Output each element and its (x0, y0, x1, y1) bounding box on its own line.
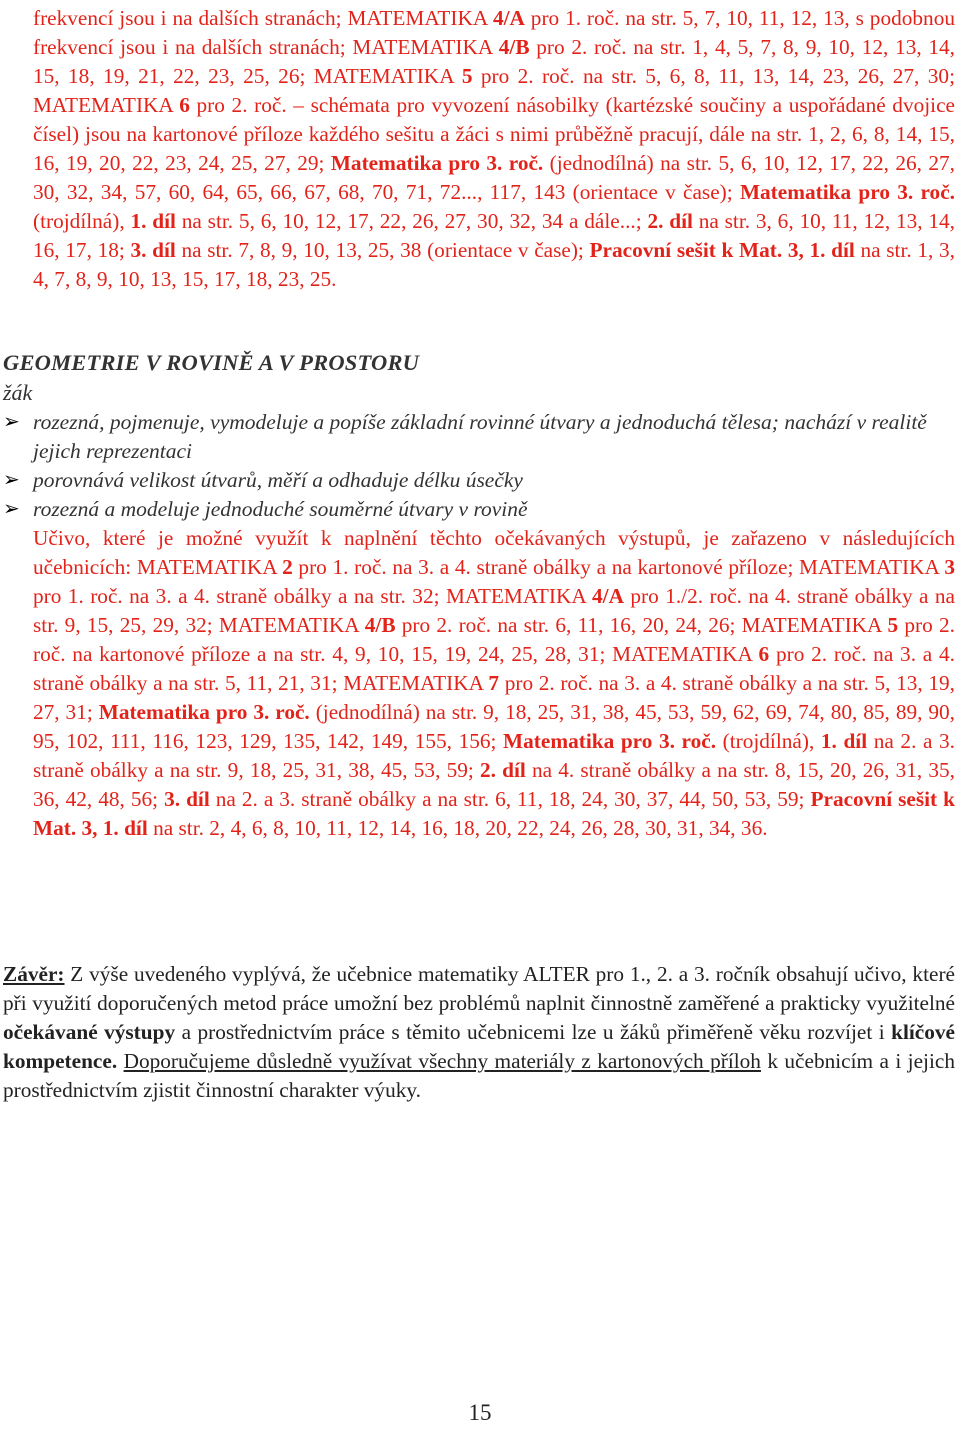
conclusion-label: Závěr: (3, 962, 65, 986)
text: na str. 7, 8, 9, 10, 13, 25, 38 (orientace v čase); (175, 238, 590, 262)
text: na 4. straně obálky a na str. 8, 15, 20, 26, 31, 35, 36, 42, 48, 56; (33, 758, 955, 811)
text: pro 1. roč. na 3. a 4. straně obálky a na str. 32; MATEMATIKA (33, 584, 592, 608)
text: na 2. a 3. straně obálky a na str. 9, 18, 25, 31, 38, 45, 53, 59; (33, 729, 956, 782)
book-number: 6 (179, 93, 190, 117)
volume-label: 1. díl (130, 209, 176, 233)
text: na str. 2, 4, 6, 8, 10, 11, 12, 14, 16, 18, 20, 22, 24, 26, 28, 30, 31, 34, 36. (147, 816, 768, 840)
book-number: 4/B (364, 613, 396, 637)
book-number: 2 (282, 555, 293, 579)
book-title: Pracovní sešit k Mat. 3, 1. díl (589, 238, 855, 262)
curriculum-references-arithmetic (33, 4, 955, 294)
emphasis: klíčové kompetence. (3, 1020, 956, 1073)
text: (jednodílná) na str. 5, 6, 10, 12, 17, 22, 26, 27, 30, 32, 34, 57, 60, 64, 65, 66, 67, 68, 70, 71, 72..., 117, 143 (orientace v čase); (33, 151, 956, 204)
text: na str. 1, 3, 4, 7, 8, 9, 10, 13, 15, 17, 18, 23, 25. (33, 238, 955, 291)
volume-label: 3. díl (130, 238, 176, 262)
pupil-label: žák (3, 380, 33, 405)
book-number: 6 (758, 642, 770, 666)
text: pro 1./2. roč. na 4. straně obálky a na str. 9, 15, 25, 29, 32; MATEMATIKA (33, 584, 955, 637)
text: pro 2. roč. na kartonové příloze a na str. 4, 9, 10, 15, 19, 24, 25, 28, 31; MATEMATIKA (33, 613, 955, 666)
text: pro 1. roč. na str. 5, 7, 10, 11, 12, 13, s podobnou frekvencí jsou i na dalších stranách; MATEMATIKA (33, 6, 955, 59)
arrow-bullet-icon: ➢ (3, 498, 20, 520)
text: pro 2. roč. na str. 6, 11, 16, 20, 24, 26; MATEMATIKA (395, 613, 888, 637)
text: pro 2. roč. na str. 1, 4, 5, 7, 8, 9, 10, 12, 13, 14, 15, 18, 19, 21, 22, 23, 25, 26; MATEMATIKA (33, 35, 956, 88)
outcome-item (3, 466, 955, 495)
text: a prostřednictvím práce s těmito učebnicemi lze u žáků přiměřeně věku rozvíjet i (175, 1020, 892, 1044)
outcome-item (3, 495, 955, 524)
text: na str. 3, 6, 10, 11, 12, 13, 14, 16, 17, 18; (33, 209, 955, 262)
text: pro 2. roč. na str. 5, 6, 8, 11, 13, 14, 23, 26, 27, 30; MATEMATIKA (33, 64, 955, 117)
text: na str. 5, 6, 10, 12, 17, 22, 26, 27, 30, 32, 34 a dále...; (175, 209, 648, 233)
conclusion-paragraph (3, 960, 955, 1105)
text: (jednodílná) na str. 9, 18, 25, 31, 38, 45, 53, 59, 62, 69, 74, 80, 85, 89, 90, 95, 102, 111, 116, 123, 129, 135, 142, 149, 155, 156; (33, 700, 956, 753)
book-number: 7 (488, 671, 500, 695)
book-title: Matematika pro 3. roč. (503, 729, 717, 753)
book-number: 4/B (498, 35, 530, 59)
book-title: Matematika pro 3. roč. (739, 180, 955, 204)
text: k učebnicím a i jejich prostřednictvím zjistit činnostní charakter výuky. (3, 1049, 955, 1102)
volume-label: 2. díl (647, 209, 693, 233)
text: pro 1. roč. na 3. a 4. straně obálky a na kartonové příloze; MATEMATIKA (292, 555, 945, 579)
text: Z výše uvedeného vyplývá, že učebnice matematiky ALTER pro 1., 2. a 3. ročník obsahují učivo, které při využití doporučených metod práce umožní bez problémů naplnit činnostně zaměřené a prakticky využitelné (3, 962, 955, 1015)
text: pro 2. roč. – schémata pro vyvození násobilky (kartézské součiny a uspořádané dvojice čísel) jsou na kartonové příloze každého sešitu a žáci s nimi průběžně pracují, dále na str. 1, 2, 6, 8, 14, 15, 16, 19, 20, 22, 23, 24, 25, 27, 29; (33, 93, 955, 175)
book-number: 3 (944, 555, 955, 579)
text: Učivo, které je možné využít k naplnění těchto očekávaných výstupů, je zařazeno v následujících učebnicích: MATEMATIKA (33, 526, 955, 579)
page-number: 15 (468, 1400, 492, 1425)
outcome-item (3, 408, 955, 466)
emphasis: očekávané výstupy (3, 1020, 176, 1044)
volume-label: 1. díl (820, 729, 868, 753)
book-number: 4/A (592, 584, 624, 608)
arrow-bullet-icon: ➢ (3, 411, 20, 433)
outcome-text: porovnává velikost útvarů, měří a odhaduje délku úsečky (33, 468, 523, 492)
arrow-bullet-icon: ➢ (3, 469, 20, 491)
text: frekvencí jsou i na dalších stranách; MATEMATIKA (33, 6, 493, 30)
outcome-text: rozezná, pojmenuje, vymodeluje a popíše základní rovinné útvary a jednoduchá tělesa; nachází v realitě jejich reprezentaci (33, 410, 927, 463)
text: (trojdílná), (33, 209, 131, 233)
book-number: 5 (461, 64, 473, 88)
book-title: Matematika pro 3. roč. (98, 700, 310, 724)
text: pro 2. roč. na 3. a 4. straně obálky a na str. 5, 11, 21, 31; MATEMATIKA (33, 642, 955, 695)
book-title: Pracovní sešit k Mat. 3, 1. díl (33, 787, 955, 840)
outcome-text: rozezná a modeluje jednoduché souměrné útvary v rovině (33, 497, 528, 521)
recommendation-underlined: Doporučujeme důsledně využívat všechny materiály z kartonových příloh (123, 1049, 761, 1073)
volume-label: 3. díl (164, 787, 210, 811)
book-title: Matematika pro 3. roč. (330, 151, 544, 175)
volume-label: 2. díl (479, 758, 526, 782)
curriculum-references-geometry (33, 524, 955, 843)
text: pro 2. roč. na 3. a 4. straně obálky a na str. 5, 13, 19, 27, 31; (33, 671, 955, 724)
text: (trojdílná), (716, 729, 821, 753)
expected-outcomes-list (3, 408, 955, 524)
book-number: 5 (887, 613, 899, 637)
section-heading: GEOMETRIE V ROVINĚ A V PROSTORU (3, 350, 420, 375)
text: na 2. a 3. straně obálky a na str. 6, 11, 18, 24, 30, 37, 44, 50, 53, 59; (209, 787, 811, 811)
book-number: 4/A (492, 6, 525, 30)
